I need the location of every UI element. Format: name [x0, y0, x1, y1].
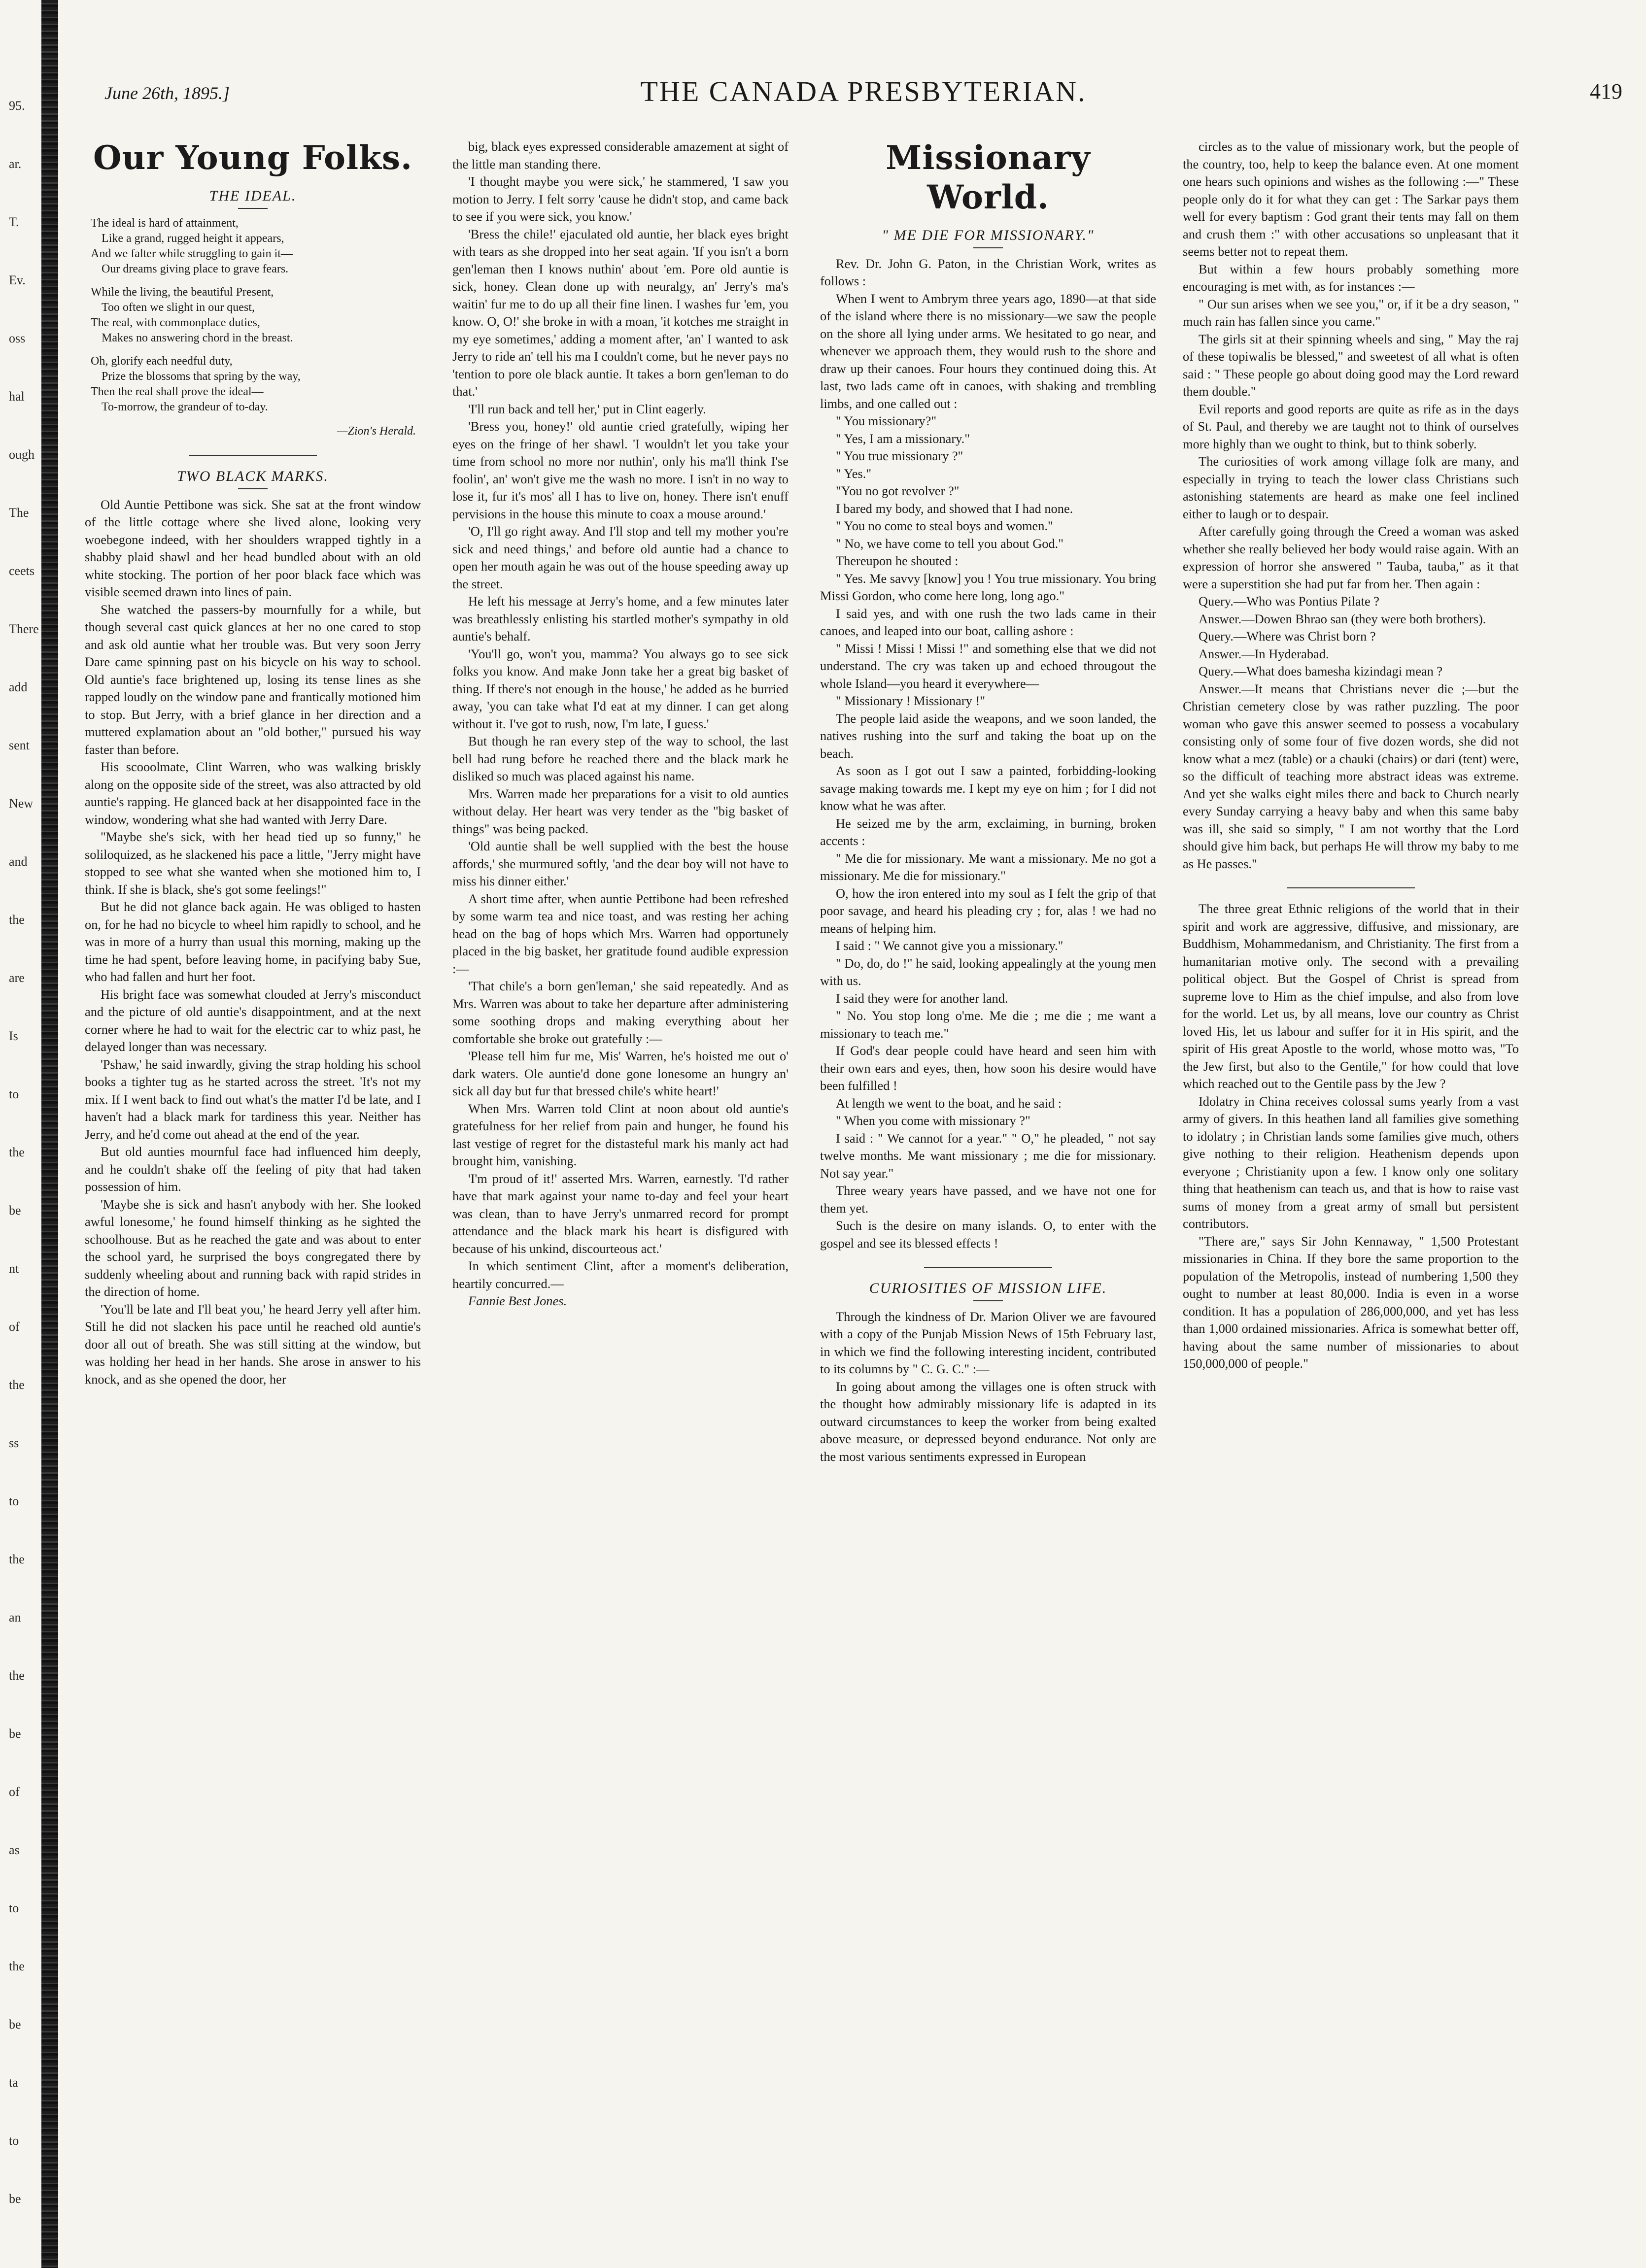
divider	[973, 247, 1003, 248]
article-paragraph: " Missionary ! Missionary !"	[836, 693, 986, 708]
story-paragraph: He left his message at Jerry's home, and a few minutes later was breathlessly enlisting his startled mother's sympathy in old auntie's behalf.	[452, 594, 789, 643]
article-paragraph: " No. You stop long o'me. Me die ; me die ; me want a missionary to teach me."	[820, 1008, 1156, 1041]
article-paragraph: "There are," says Sir John Kennaway, " 1,500 Protestant missionaries in China. If they bore the same proportion to the population of the Metropolis, instead of numbering 1,500 they ought to number at least 80,000. India is even in a worse condition. It has a population of 286,000,000, and yet has less than 1,000 ordained missionaries. Africa is somewhat better off, having about the same number of missionaries to about 150,000,000 of people."	[1183, 1233, 1519, 1371]
story-paragraph: But though he ran every step of the way to school, the last bell had rung before he reached there and the black mark he disliked so much was placed against his name.	[452, 734, 789, 783]
story-paragraph: 'Bress you, honey!' old auntie cried gratefully, wiping her eyes on the fringe of her shawl. 'I wouldn't let you take your time from school no more nor nuthin', only his ma'll think I'se foolin', an' won't give me the wash no more. I isn't in no way to lose it, fur it's mos' all I has to live on, honey. There isn't enuff pervisions in the house this minute to coax a mouse around.'	[452, 419, 789, 521]
gutter-fragment: of	[9, 1320, 20, 1334]
article-paragraph: " No, we have come to tell you about God."	[836, 536, 1064, 551]
article-paragraph: Thereupon he shouted :	[836, 553, 959, 568]
gutter-fragment: the	[9, 913, 25, 927]
poem-line: And we falter while struggling to gain it—	[91, 247, 293, 260]
article-paragraph: As soon as I got out I saw a painted, forbidding-looking savage making towards me. I kept my eye on him ; for I did not know what he was after.	[820, 763, 1156, 813]
story-text	[85, 496, 421, 1388]
article-paragraph: Query.—Where was Christ born ?	[1199, 629, 1376, 643]
gutter-fragment: to	[9, 2133, 19, 2148]
article-title-curiosities: CURIOSITIES OF MISSION LIFE.	[869, 1280, 1107, 1296]
gutter-fragment: ar.	[9, 157, 22, 171]
article-paragraph: In going about among the villages one is often struck with the thought how admirably missionary life is adapted in its outward circumstances to keep the worker from being exalted above measure, or depressed beyond endurance. Not only are the most various sentiments expressed in European	[820, 1379, 1156, 1464]
article-paragraph: Query.—What does bamesha kizindagi mean ?	[1199, 664, 1443, 678]
story-paragraph: 'Maybe she is sick and hasn't anybody with her. She looked awful lonesome,' he found himself thinking as he sighted the schoolhouse. But as he reached the gate and was about to enter the school yard, he surprised the boys congregated there by suddenly wheeling about and running back with rapid strides in the direction of home.	[85, 1196, 421, 1299]
page-edge-shadow	[41, 0, 58, 2268]
story-paragraph: 'Old auntie shall be well supplied with the best the house affords,' she murmured softly, 'and the dear boy will not have to miss his dinner either.'	[452, 839, 789, 888]
article-paragraph: " Yes."	[836, 466, 872, 481]
gutter-fragment: the	[9, 1145, 25, 1159]
article-paragraph: Rev. Dr. John G. Paton, in the Christian Work, writes as follows :	[820, 256, 1156, 288]
story-paragraph: But old aunties mournful face had influenced him deeply, and he couldn't shake off the feeling of pity that had taken possession of him.	[85, 1144, 421, 1194]
article-paragraph: Answer.—It means that Christians never die ;—but the Christian cemetery close by was rather puzzling. The poor woman who gave this answer seemed to possess a vocabulary consisting only of some four of five dozen words, she did not know what a mez (table) or a chauki (chairs) or dari (tent) were, so the difficult of teaching more abstract ideas was extreme. And yet she walks eight miles there and back to Church nearly every Sunday carrying a heavy baby and when this same baby was ill, she said so simply, " I am not worthy that the Lord should give him back, but perhaps He will throw my baby to me as He passes."	[1183, 681, 1519, 871]
poem-stanza	[91, 216, 421, 277]
gutter-fragment: to	[9, 1494, 19, 1508]
column-3	[820, 138, 1156, 2232]
article-me-die-text	[820, 255, 1156, 1252]
poem-stanza	[91, 285, 421, 346]
gutter-fragment: T.	[9, 215, 19, 229]
story-paragraph: 'O, I'll go right away. And I'll stop and tell my mother you're sick and need things,' and before old auntie had a chance to open her mouth again he was out of the house speeding away up the street.	[452, 524, 789, 591]
poem-line: Like a grand, rugged height it appears,	[102, 232, 284, 245]
article-paragraph: He seized me by the arm, exclaiming, in burning, broken accents :	[820, 815, 1156, 848]
poem	[91, 216, 421, 415]
poem-line: Oh, glorify each needful duty,	[91, 354, 233, 368]
article-paragraph: Through the kindness of Dr. Marion Oliver we are favoured with a copy of the Punjab Mission News of 15th February last, in which we find the following interesting incident, contributed to its columns by " C. G. C." :—	[820, 1309, 1156, 1376]
story-signature: Fannie Best Jones.	[468, 1293, 567, 1308]
article-paragraph: Answer.—In Hyderabad.	[1199, 646, 1329, 661]
article-paragraph: The curiosities of work among village folk are many, and especially in trying to teach the lower class Christians such astonishing statements are heard as make one feel inclined either to laugh or to despair.	[1183, 454, 1519, 521]
article-paragraph: Idolatry in China receives colossal sums yearly from a vast army of givers. In this heathen land all families give something to idolatry ; in Christian lands some families give much, others give nothing to their religion. Heathenism depends upon everyone ; Christianity upon a few. I know only one solitary thing that heathenism can teach us, and that is how to raise vast sums of money from a great army of small but persistent contributors.	[1183, 1093, 1519, 1231]
poem-line: Our dreams giving place to grave fears.	[102, 262, 289, 275]
article-paragraph: The three great Ethnic religions of the world that in their spirit and work are aggressive, diffusive, and missionary, are Buddhism, Mohammedanism, and Christianity. The first from a humanitarian motive only. The second with a prevailing political object. But the Gospel of Christ is spread from supreme love to Him as the chief impulse, and also from love for the world. Let us, by all means, love our country as Christ loved His, let us labour and suffer for it in His spirit, and the spirit of His great Apostle to the world, whose motto was, "To the Jew first, but also to the Gentile," for how could that love which reached out to the Gentile pass by the Jew ?	[1183, 901, 1519, 1091]
divider	[1287, 887, 1415, 888]
article-paragraph: " Yes. Me savvy [know] you ! You true missionary. You bring Missi Gordon, who come here long, long ago."	[820, 571, 1156, 603]
story-text-continued	[452, 138, 789, 1292]
article-title-me-die: " ME DIE FOR MISSIONARY."	[882, 227, 1095, 243]
column-2	[452, 138, 789, 2232]
story-paragraph: 'Pshaw,' he said inwardly, giving the strap holding his school books a tighter tug as he started across the street. 'It's not my mix. If I went back to find out what's the matter I'd be late, and I haven't had a black mark for tardiness this year. Neither has Jerry, and he'd come out ahead at the end of the year.	[85, 1056, 421, 1142]
article-paragraph: "You no got revolver ?"	[836, 483, 960, 498]
article-paragraph: When I went to Ambrym three years ago, 1890—at that side of the island where there is no missionary—we saw the people on the shore all lying under arms. We hesitated to go near, and whenever we approach them, they would rush to the shore and draw up their canoes. Four hours they continued doing this. At last, two lads came oft in canoes, with shaking and trembling limbs, and one called out :	[820, 291, 1156, 411]
article-paragraph: " You true missionary ?"	[836, 448, 963, 463]
article-paragraph: Evil reports and good reports are quite as rife as in the days of St. Paul, and thereby we are taught not to think of ourselves more highly than we ought to think, but to think soberly.	[1183, 401, 1519, 451]
gutter-fragment: Is	[9, 1029, 18, 1043]
newspaper-title: THE CANADA PRESBYTERIAN.	[640, 75, 1087, 107]
story-paragraph: Mrs. Warren made her preparations for a visit to old aunties without delay. Her heart was very tender as the "big basket of things" was being packed.	[452, 786, 789, 836]
poem-line: While the living, the beautiful Present,	[91, 285, 274, 299]
article-paragraph: I said : " We cannot for a year." " O," he pleaded, " not say twelve months. Me want missionary ; me die for missionary. Not say year."	[820, 1130, 1156, 1181]
gutter-fragment: the	[9, 1378, 25, 1392]
gutter-fragment: be	[9, 1203, 21, 1218]
divider	[973, 1300, 1003, 1301]
article-paragraph: The people laid aside the weapons, and we soon landed, the natives rushing into the surf and taking the boat up on the beach.	[820, 711, 1156, 761]
gutter-fragment: ss	[9, 1436, 19, 1450]
article-paragraph: I bared my body, and showed that I had none.	[836, 501, 1073, 516]
article-paragraph: " Me die for missionary. Me want a missionary. Me no got a missionary. Me die for missionary."	[820, 850, 1156, 883]
gutter-fragment: be	[9, 2192, 21, 2206]
story-paragraph: She watched the passers-by mournfully for a while, but though several cast quick glances at her no one cared to stop and ask old auntie what her trouble was. But very soon Jerry Dare came spinning past on his bicycle on his way to school. Old auntie's face brightened up, losing its tense lines as she rapped loudly on the window pane and frantically motioned him to stop. But Jerry, with a brief glance in her direction and a muttered explamation about an "old bother," pursued his way faster than before.	[85, 602, 421, 757]
gutter-fragment: an	[9, 1610, 21, 1625]
gutter-fragment: be	[9, 2017, 21, 2031]
story-title: TWO BLACK MARKS.	[177, 468, 329, 484]
divider	[238, 208, 268, 209]
gutter-fragment: The	[9, 506, 29, 520]
story-paragraph: 'You'll go, won't you, mamma? You always go to see sick folks you know. And make Jonn take her a great big basket of thing. If there's not enough in the house,' he added as he burried away, 'you can take what I'd eat at my dinner. I can get along without it. I've got to rush, now, I'm late, I guess.'	[452, 646, 789, 731]
article-paragraph: " When you come with missionary ?"	[836, 1113, 1030, 1128]
page-number: 419	[1590, 79, 1622, 103]
poem-line: Then the real shall prove the ideal—	[91, 385, 264, 398]
gutter-fragment: the	[9, 1668, 25, 1683]
article-paragraph: At length we went to the boat, and he said :	[836, 1095, 1062, 1111]
gutter-fragment: Ev.	[9, 273, 26, 287]
gutter-fragment: of	[9, 1785, 20, 1799]
article-curiosities-continued	[1183, 138, 1519, 873]
article-paragraph: If God's dear people could have heard and seen him with their own ears and eyes, then, how soon his desire would have been fulfilled !	[820, 1043, 1156, 1093]
gutter-fragment: hal	[9, 389, 25, 404]
article-paragraph: The girls sit at their spinning wheels and sing, " May the raj of these topiwalis be blessed," and sweetest of all what is often said : " These people go about doing good may the Lord reward them double."	[1183, 331, 1519, 399]
gutter-fragment: nt	[9, 1261, 19, 1276]
gutter-fragment: New	[9, 796, 34, 811]
story-paragraph: His scooolmate, Clint Warren, who was walking briskly along on the opposite side of the street, was also attracted by old auntie's rapping. He glanced back at her disappointed face in the window, wondering what she had wanted with Jerry Dare.	[85, 759, 421, 827]
article-paragraph: " You missionary?"	[836, 413, 937, 428]
gutter-fragment: to	[9, 1087, 19, 1101]
poem-title: THE IDEAL.	[209, 188, 297, 204]
gutter-fragment: and	[9, 854, 28, 869]
article-paragraph: Answer.—Dowen Bhrao san (they were both brothers).	[1199, 611, 1486, 626]
gutter-fragment: There	[9, 622, 39, 636]
column-1	[85, 138, 421, 2232]
section-title-missionary-world: Missionary World.	[886, 138, 1091, 216]
gutter-fragment: are	[9, 971, 25, 985]
article-paragraph: Such is the desire on many islands. O, to enter with the gospel and see its blessed effects !	[820, 1218, 1156, 1251]
divider	[238, 488, 268, 489]
story-paragraph: In which sentiment Clint, after a moment's deliberation, heartily concurred.—	[452, 1258, 789, 1291]
article-curiosities-text	[820, 1308, 1156, 1466]
gutter-fragment: the	[9, 1552, 25, 1566]
story-paragraph: 'Bress the chile!' ejaculated old auntie, her black eyes bright with tears as she dropped into her seat again. 'If you isn't a born gen'leman then I knows nuthin' about 'em. Pore old auntie is sick, honey. Clean done up with neuralgy, an' Jerry's ma's waitin' fur me to do up all their fine linen. I washes fur 'em, you know. O, O!' she broke in with a moan, 'it kotches me straight in my eye sometimes,' adding a moment after, 'an' I wanted to ask Jerry to ride an' tell his ma I couldn't come, but he never pays no 'tention to pore ole black auntie. It takes a born gen'leman to do that.'	[452, 226, 789, 399]
poem-line: Makes no answering chord in the breast.	[102, 331, 293, 344]
article-paragraph: O, how the iron entered into my soul as I felt the grip of that poor savage, and heard his pleading cry ; for, alas ! we had no means of helping him.	[820, 885, 1156, 936]
article-paragraph: After carefully going through the Creed a woman was asked whether she really believed her body would raise again. With an expression of horror she answered " Tauba, tauba," as it that were a superstition she had put far from her. Then again :	[1183, 524, 1519, 591]
article-paragraph: " Missi ! Missi ! Missi !" and something else that we did not understand. The cry was taken up and echoed througout the whole Island—you heard it everywhere—	[820, 641, 1156, 691]
story-paragraph: A short time after, when auntie Pettibone had been refreshed by some warm tea and nice toast, and was resting her aching head on the bag of hops which Mrs. Warren had opportunely placed in the big basket, her gratitude found audible expression :—	[452, 891, 789, 976]
story-paragraph: big, black eyes expressed considerable amazement at sight of the little man standing there.	[452, 139, 789, 171]
article-paragraph: Three weary years have passed, and we have not one for them yet.	[820, 1183, 1156, 1216]
story-paragraph: 'Please tell him fur me, Mis' Warren, he's hoisted me out o' dark waters. Ole auntie'd done gone lonesome an hungry an' sick all day but fur that bressed chile's white heart!'	[452, 1049, 789, 1098]
gutter-fragment: be	[9, 1726, 21, 1741]
article-paragraph: I said yes, and with one rush the two lads came in their canoes, and leaped into our boat, calling ashore :	[820, 606, 1156, 638]
poem-line: Prize the blossoms that spring by the way,	[102, 370, 301, 383]
article-paragraph: " Do, do, do !" he said, looking appealingly at the young men with us.	[820, 955, 1156, 988]
gutter-fragment: oss	[9, 331, 26, 345]
story-paragraph: His bright face was somewhat clouded at Jerry's misconduct and the picture of old auntie's disappointment, and at the next corner where he had to wait for the electric car to whiz past, he delayed longer than was necessary.	[85, 986, 421, 1054]
article-paragraph: I said they were for another land.	[836, 990, 1008, 1006]
article-paragraph: " Our sun arises when we see you," or, if it be a dry season, " much rain has fallen since you came."	[1183, 296, 1519, 329]
section-title-young-folks: Our Young Folks.	[93, 138, 412, 177]
story-paragraph: 'I'll run back and tell her,' put in Clint eagerly.	[468, 401, 706, 416]
poem-line: Too often we slight in our quest,	[102, 301, 255, 314]
column-4	[1183, 138, 1519, 2232]
poem-attribution: —Zion's Herald.	[337, 424, 416, 438]
gutter-fragment: to	[9, 1901, 19, 1915]
story-paragraph: But he did not glance back again. He was obliged to hasten on, for he had no bicycle to wheel him rapidly to school, and he was in more of a hurry than usual this morning, making up the time he had spent, before leaving home, in pacifying baby Sue, who had fallen and hurt her foot.	[85, 899, 421, 984]
story-paragraph: "Maybe she's sick, with her head tied up so funny," he soliloquized, as he slackened his pace a little, "Jerry might have stopped to see what she wanted when she motioned him to, I think. If she is black, she's got some feelings!"	[85, 829, 421, 897]
page-header	[104, 73, 1622, 112]
story-paragraph: Old Auntie Pettibone was sick. She sat at the front window of the little cottage where she lived alone, looking very woebegone indeed, with her shoulders wrapped tightly in a shabby plaid shawl and her head bundled about with an old white stocking. The portion of her poor black face which was visible seemed drawn into lines of pain.	[85, 497, 421, 599]
article-paragraph: I said : " We cannot give you a missionary."	[836, 938, 1063, 953]
gutter-fragment: the	[9, 1959, 25, 1973]
gutter-fragment: 95.	[9, 99, 25, 113]
gutter-fragment: as	[9, 1843, 20, 1857]
article-paragraph: Query.—Who was Pontius Pilate ?	[1199, 594, 1379, 609]
poem-line: To-morrow, the grandeur of to-day.	[102, 400, 268, 413]
story-paragraph: 'I'm proud of it!' asserted Mrs. Warren, earnestly. 'I'd rather have that mark against your name to-day and feel your heart was clean, than to have Jerry's unmarred record for prompt attendance and the black mark his heart is disfigured with because of his unkind, discourteous act.'	[452, 1171, 789, 1256]
divider	[924, 1267, 1052, 1268]
poem-stanza	[91, 354, 421, 415]
gutter-fragment: ceets	[9, 564, 34, 578]
gutter-fragment: ta	[9, 2075, 18, 2090]
article-paragraph: " You no come to steal boys and women."	[836, 518, 1053, 533]
story-paragraph: 'You'll be late and I'll beat you,' he heard Jerry yell after him. Still he did not slacken his pace until he reached old auntie's door all out of breath. She was still sitting at the window, but was holding her head in her hands. She arose in answer to his knock, and as she opened the door, her	[85, 1301, 421, 1387]
article-paragraph: But within a few hours probably something more encouraging is met with, as for instances :—	[1183, 261, 1519, 294]
gutter-fragment: sent	[9, 738, 30, 752]
article-paragraph: " Yes, I am a missionary."	[836, 431, 970, 446]
story-paragraph: When Mrs. Warren told Clint at noon about old auntie's gratefulness for her relief from pain and hunger, he found his last vestige of regret for the distasteful mark his manly act had brought him, vanishing.	[452, 1101, 789, 1168]
issue-date: June 26th, 1895.]	[104, 83, 230, 103]
article-paragraph: circles as to the value of missionary work, but the people of the country, too, help to keep the balance even. At one moment one hears such opinions and wishes as the following :—" These people only do it for what they can get : The Sarkar pays them well for every baptism : God grant their tents may fall on them and crush them :" with other accusations so unpleasant that it seems better not to repeat them.	[1183, 139, 1519, 259]
article-ethnic-religions	[1183, 900, 1519, 1373]
story-paragraph: 'I thought maybe you were sick,' he stammered, 'I saw you motion to Jerry. I felt sorry 'cause he didn't stop, and came back to see if you were sick, you know.'	[452, 174, 789, 224]
poem-line: The ideal is hard of attainment,	[91, 216, 239, 230]
story-paragraph: 'That chile's a born gen'leman,' she said repeatedly. And as Mrs. Warren was about to take her departure after administering some soothing drops and making everything about her comfortable she broke out gratefully :—	[452, 979, 789, 1046]
gutter-fragment: ough	[9, 447, 34, 462]
divider	[189, 455, 317, 456]
gutter-fragment: add	[9, 680, 28, 694]
left-margin-strip	[0, 0, 64, 2268]
poem-line: The real, with commonplace duties,	[91, 316, 260, 329]
